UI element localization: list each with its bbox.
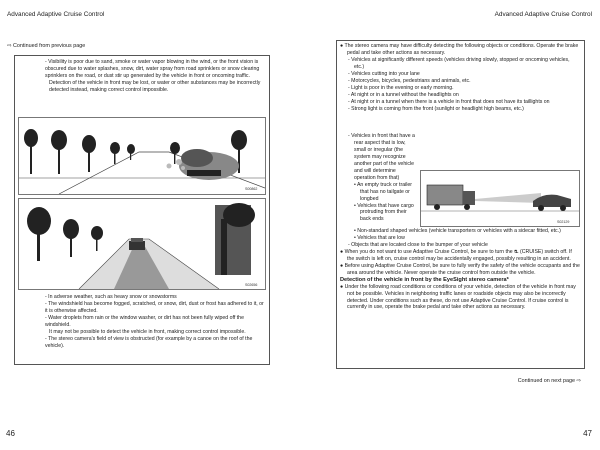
left-bullet-droplets: - Water droplets from rain or the window washer, or dirt has not been fully wiped off the windshield. bbox=[45, 314, 244, 328]
page-number-right: 47 bbox=[583, 429, 592, 438]
right-top-block bbox=[340, 43, 580, 113]
right-list-b-close: - Objects that are located close to the bumper of your vehicle bbox=[348, 241, 488, 248]
left-running-header: Advanced Adaptive Cruise Control bbox=[7, 11, 105, 18]
illustration-truck-low-rear bbox=[420, 170, 580, 227]
continued-on-next-page: Continued on next page ⇨ bbox=[517, 378, 581, 384]
right-list-a-4: - At night or in a tunnel without the headlights on bbox=[348, 91, 459, 98]
right-list-b-item-1: • Vehicles that have cargo protruding from their back ends bbox=[354, 202, 414, 223]
left-consequence: It may not be possible to detect the vehicle in front, making correct control impossible. bbox=[49, 328, 246, 335]
image1-code: S00862 bbox=[245, 187, 258, 191]
right-bullet-cruise-switch: ● When you do not want to use Adaptive Cruise Control, be sure to turn the ⛐ (CRUISE) switch off. If the switch is left on, cruise control may be accidentally engaged, possibly resulting in an accident. bbox=[340, 248, 572, 262]
illustration-snow-road bbox=[18, 198, 266, 290]
right-list-a-0: - Vehicles at significantly different speeds (vehicles driving slowly, stopped or oncoming vehicles, etc.) bbox=[348, 56, 570, 70]
right-list-a-2: - Motorcycles, bicycles, pedestrians and animals, etc. bbox=[348, 77, 471, 84]
right-list-b-intro: - Vehicles in front that have a rear aspect that is low, small or irregular (the system may recognize another part of the vehicle and will determine operation from that) bbox=[348, 133, 415, 181]
page-number-left: 46 bbox=[6, 429, 15, 438]
right-bullet-before-using: ● Before using Adaptive Cruise Control, be sure to fully verify the safety of the vehicle occupants and the area around the vehicle. Never operate the cruise control from outside the vehicle. bbox=[340, 262, 580, 276]
visibility-bullet: - Visibility is poor due to sand, smoke or water vapor blowing in the wind, or the front vision is obscured due to water splashes, snow, dirt, water spray from road sprinklers or snow clearing sprinklers on the road, or dust stir up generated by the vehicle in front or oncoming traffic. bbox=[45, 59, 260, 79]
section-heading: Detection of the vehicle in front by the EyeSight stereo camera* bbox=[340, 276, 509, 283]
image3-code: S02129 bbox=[557, 220, 570, 224]
left-bullet-windshield: - The windshield has become fogged, scratched, or snow, dirt, dust or frost has adhered to it, or it is otherwise affected. bbox=[45, 300, 264, 314]
visibility-consequence: Detection of the vehicle in front may be lost, or water or other substances may be incorrectly detected instead, making correct control impossible. bbox=[49, 79, 261, 93]
right-list-b-nonstd: • Non-standard shaped vehicles (vehicle transporters or vehicles with a sidecar fitted, etc.) bbox=[354, 228, 561, 234]
right-running-header: Advanced Adaptive Cruise Control bbox=[494, 11, 592, 18]
right-list-a-6: - Strong light is coming from the front (sunlight or headlight high beams, etc.) bbox=[348, 105, 524, 112]
right-list-b-low: • Vehicles that are low bbox=[354, 234, 405, 241]
right-narrow-block bbox=[340, 133, 418, 223]
right-list-a-3: - Light is poor in the evening or early morning. bbox=[348, 84, 454, 91]
illustration-road-spray bbox=[18, 117, 266, 195]
left-bullet-canoe: - The stereo camera's field of view is obstructed (for example by a canoe on the roof of the vehicle). bbox=[45, 335, 253, 349]
left-top-paragraph bbox=[45, 59, 267, 94]
right-list-b-item-0: • An empty truck or trailer that has no tailgate or longbed bbox=[354, 181, 413, 202]
right-bullet-road-conditions: ● Under the following road conditions or conditions of your vehicle, detection of the vehicle in front may not be possible. Vehicles in neighboring traffic lanes or roadside objects may also be incorrectly detected. Under conditions such as these, do not use Adaptive Cruise Control. If cruise control is currently in use, operate the brake pedal and take other actions as necessary. bbox=[340, 283, 576, 311]
right-bottom-block bbox=[340, 228, 580, 311]
right-intro-bullet: ● The stereo camera may have difficulty detecting the following objects or conditions. Operate the brake pedal and take other actions as necessary. bbox=[340, 43, 579, 56]
continued-from-previous: ⇨ Continued from previous page bbox=[7, 43, 86, 49]
right-list-a-1: - Vehicles cutting into your lane bbox=[348, 70, 420, 77]
left-bottom-list bbox=[45, 294, 267, 350]
image2-code: S02656 bbox=[245, 283, 258, 287]
left-bullet-weather: - In adverse weather, such as heavy snow or snowstorms bbox=[45, 294, 177, 300]
right-list-a-5: - At night or in a tunnel when there is a vehicle in front that does not have its taillights on bbox=[348, 98, 550, 105]
